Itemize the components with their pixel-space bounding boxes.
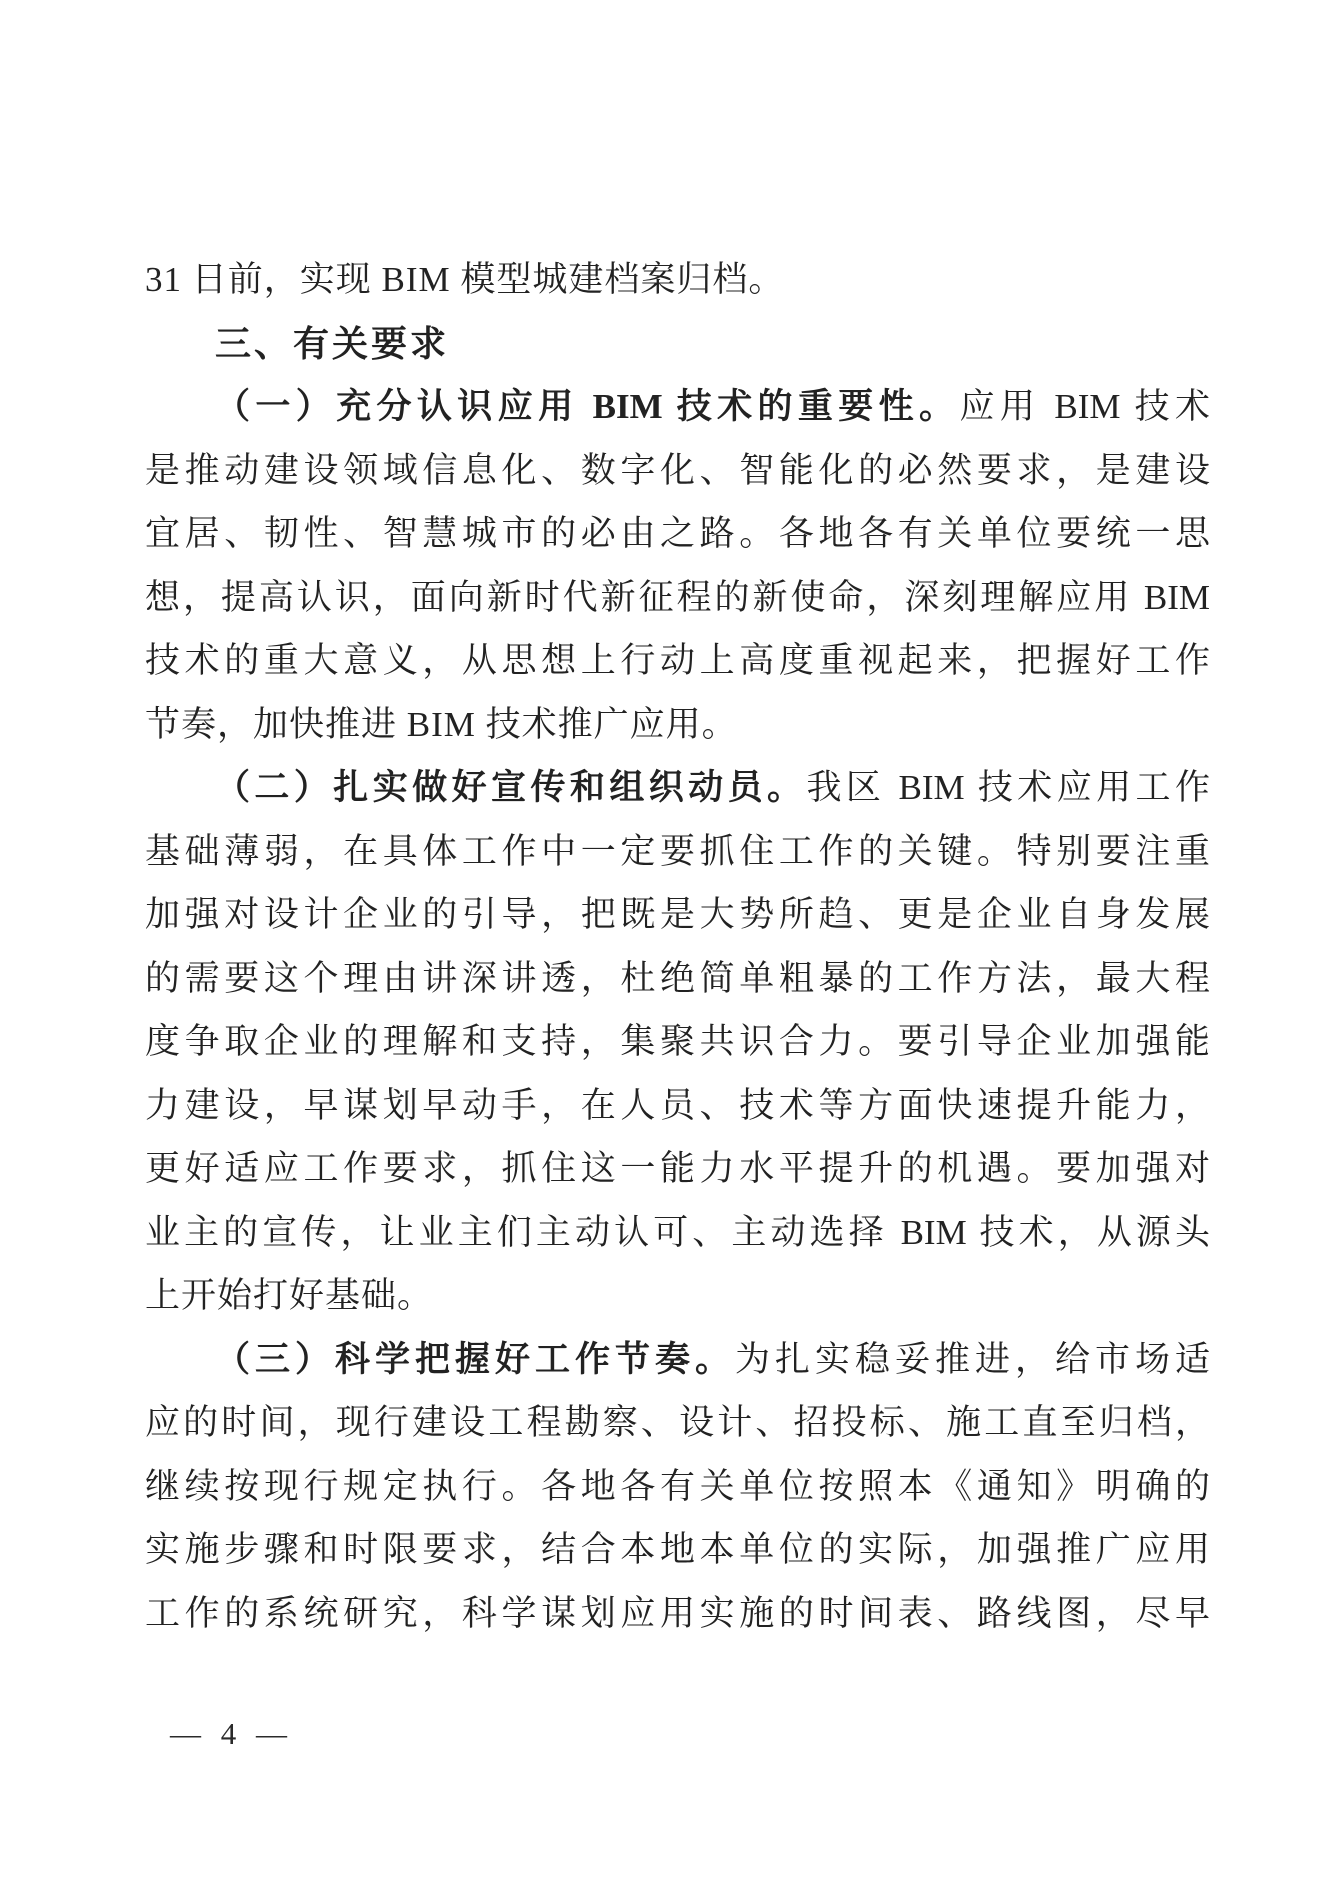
text-line — [145, 1074, 1210, 1138]
text-segment: 宜居、韧性、智慧城市的必由之路。各地各有关单位要统一思 — [145, 514, 1210, 553]
text-line — [145, 1201, 1210, 1265]
text-segment: 力建设，早谋划早动手，在人员、技术等方面快速提升能力， — [145, 1085, 1210, 1125]
document-body — [145, 248, 1210, 1645]
text-segment: 实施步骤和时限要求，结合本地本单位的实际，加强推广应用 — [145, 1530, 1210, 1569]
text-segment: 应用 BIM 技术 — [959, 387, 1210, 426]
emphasized-text-segment: （一）充分认识应用 BIM 技术的重要性。 — [215, 387, 960, 426]
text-segment: 想，提高认识，面向新时代新征程的新使命，深刻理解应用 BIM — [145, 577, 1210, 617]
text-line — [145, 439, 1210, 503]
text-segment: 我区 BIM 技术应用工作 — [806, 768, 1210, 807]
emphasized-text-segment: （二）扎实做好宣传和组织动员。 — [215, 768, 807, 807]
text-line — [145, 1455, 1210, 1519]
text-segment: 是推动建设领域信息化、数字化、智能化的必然要求，是建设 — [145, 450, 1210, 490]
text-line — [145, 502, 1210, 566]
text-segment: 加强对设计企业的引导，把既是大势所趋、更是企业自身发展 — [145, 895, 1210, 934]
text-line — [145, 820, 1210, 884]
text-line — [145, 947, 1210, 1011]
text-line — [145, 1010, 1210, 1074]
text-segment: 应的时间，现行建设工程勘察、设计、招投标、施工直至归档， — [145, 1403, 1210, 1442]
text-segment: 31 日前，实现 BIM 模型城建档案归档。 — [145, 260, 785, 299]
text-line — [145, 1137, 1210, 1201]
text-line — [145, 1391, 1210, 1455]
text-line — [145, 1264, 1210, 1328]
emphasized-text-segment: 三、有关要求 — [215, 322, 450, 364]
text-line — [145, 1518, 1210, 1582]
text-line — [145, 248, 1210, 312]
text-line — [145, 375, 1210, 439]
text-segment: 业主的宣传，让业主们主动认可、主动选择 BIM 技术，从源头 — [145, 1212, 1210, 1252]
text-segment: 的需要这个理由讲深讲透，杜绝简单粗暴的工作方法，最大程 — [145, 958, 1210, 998]
text-segment: 为扎实稳妥推进，给市场适 — [734, 1339, 1210, 1379]
section-heading — [145, 312, 1210, 376]
text-segment: 基础薄弱，在具体工作中一定要抓住工作的关键。特别要注重 — [145, 831, 1210, 871]
text-line — [145, 756, 1210, 820]
text-segment: 上开始打好基础。 — [145, 1276, 434, 1315]
text-line — [145, 629, 1210, 693]
text-segment: 节奏，加快推进 BIM 技术推广应用。 — [145, 704, 738, 744]
text-line — [145, 883, 1210, 947]
text-segment: 度争取企业的理解和支持，集聚共识合力。要引导企业加强能 — [145, 1022, 1210, 1061]
text-segment: 技术的重大意义，从思想上行动上高度重视起来，把握好工作 — [145, 641, 1210, 680]
page-number: — 4 — — [170, 1716, 293, 1751]
emphasized-text-segment: （三）科学把握好工作节奏。 — [215, 1339, 735, 1379]
text-line — [145, 693, 1210, 757]
text-line — [145, 1582, 1210, 1646]
text-segment: 继续按现行规定执行。各地各有关单位按照本《通知》明确的 — [145, 1466, 1210, 1506]
text-segment: 工作的系统研究，科学谋划应用实施的时间表、路线图，尽早 — [145, 1593, 1210, 1633]
text-line — [145, 1328, 1210, 1392]
text-line — [145, 566, 1210, 630]
text-segment: 更好适应工作要求，抓住这一能力水平提升的机遇。要加强对 — [145, 1149, 1210, 1188]
